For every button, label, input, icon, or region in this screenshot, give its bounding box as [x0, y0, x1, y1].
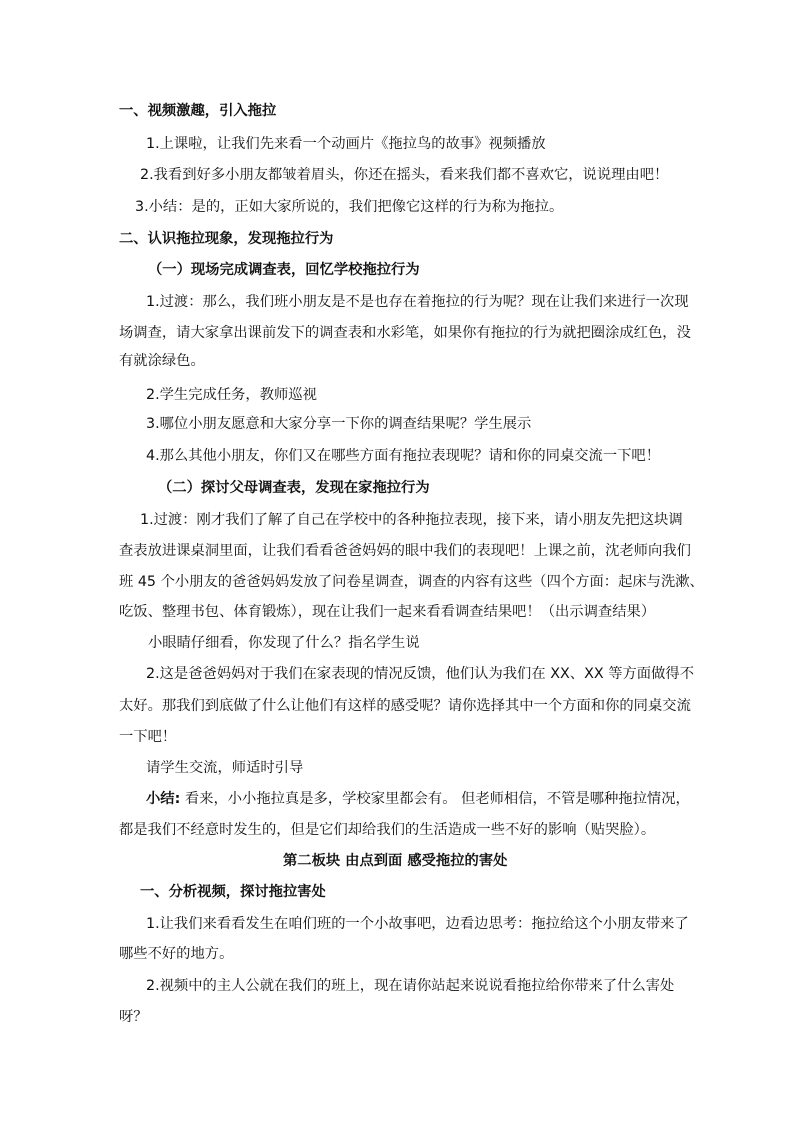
paragraph: 3.哪位小朋友愿意和大家分享一下你的调查结果呢？学生展示	[146, 416, 532, 432]
subsection-heading-2: （二）探讨父母调查表，发现在家拖拉行为	[158, 480, 430, 496]
paragraph-line: 1.让我们来看看发生在咱们班的一个小故事吧，边看边思考：拖拉给这个小朋友带来了	[146, 916, 689, 932]
section-heading-2: 二、认识拖拉现象，发现拖拉行为	[119, 231, 334, 247]
summary-label: 小结:	[146, 791, 181, 807]
paragraph: 2.我看到好多小朋友都皱着眉头，你还在摇头，看来我们都不喜欢它，说说理由吧！	[140, 167, 669, 183]
paragraph: 小眼睛仔细看，你发现了什么？指名学生说	[148, 635, 420, 651]
paragraph: 请学生交流，师适时引导	[146, 760, 304, 776]
section-heading-3: 一、分析视频，探讨拖拉害处	[140, 884, 326, 900]
paragraph-line: 场调查，请大家拿出课前发下的调查表和水彩笔，如果你有拖拉的行为就把圈涂成红色，没	[119, 325, 691, 341]
paragraph: 4.那么其他小朋友，你们又在哪些方面有拖拉表现呢？请和你的同桌交流一下吧！	[146, 448, 661, 464]
paragraph: 1.上课啦，让我们先来看一个动画片《拖拉鸟的故事》视频播放	[146, 136, 546, 152]
summary-text: 看来，小小拖拉真是多，学校家里都会有。 但老师相信，不管是哪种拖拉情况，	[180, 791, 690, 807]
paragraph-line: 一下吧！	[119, 729, 177, 745]
paragraph-line: 呀？	[119, 1009, 148, 1025]
paragraph: 2.学生完成任务，教师巡视	[146, 387, 317, 403]
paragraph-line: 太好。那我们到底做了什么让他们有这样的感受呢？请你选择其中一个方面和你的同桌交流	[119, 698, 691, 714]
paragraph-line: 有就涂绿色。	[119, 353, 205, 369]
paragraph-line: 哪些不好的地方。	[119, 946, 234, 962]
paragraph-line: 吃饭、整理书包、体育锻炼），现在让我们一起来看看调查结果吧！（出示调查结果）	[119, 604, 656, 620]
summary-line	[146, 789, 690, 809]
block-title: 第二板块 由点到面 感受拖拉的害处	[283, 853, 508, 869]
paragraph-line: 都是我们不经意时发生的，但是它们却给我们的生活造成一些不好的影响（贴哭脸）。	[119, 822, 656, 838]
paragraph: 3.小结：是的，正如大家所说的，我们把像它这样的行为称为拖拉。	[135, 199, 564, 215]
subsection-heading-1: （一）现场完成调查表，回忆学校拖拉行为	[148, 262, 420, 278]
paragraph-line: 查表放进课桌洞里面，让我们看看爸爸妈妈的眼中我们的表现吧！上课之前，沈老师向我们	[119, 543, 691, 559]
paragraph-line: 1.过渡：那么，我们班小朋友是不是也存在着拖拉的行为呢？现在让我们来进行一次现	[146, 294, 689, 310]
section-heading-1: 一、视频激趣，引入拖拉	[119, 103, 277, 119]
paragraph-line: 2.视频中的主人公就在我们的班上，现在请你站起来说说看拖拉给你带来了什么害处	[146, 978, 675, 994]
paragraph-line: 2.这是爸爸妈妈对于我们在家表现的情况反馈，他们认为我们在 XX、XX 等方面做得不	[146, 666, 694, 682]
paragraph-line: 班 45 个小朋友的爸爸妈妈发放了问卷星调查，调查的内容有这些（四个方面：起床与洗漱、	[119, 574, 704, 590]
paragraph-line: 1.过渡：刚才我们了解了自己在学校中的各种拖拉表现，接下来，请小朋友先把这块调	[140, 512, 683, 528]
